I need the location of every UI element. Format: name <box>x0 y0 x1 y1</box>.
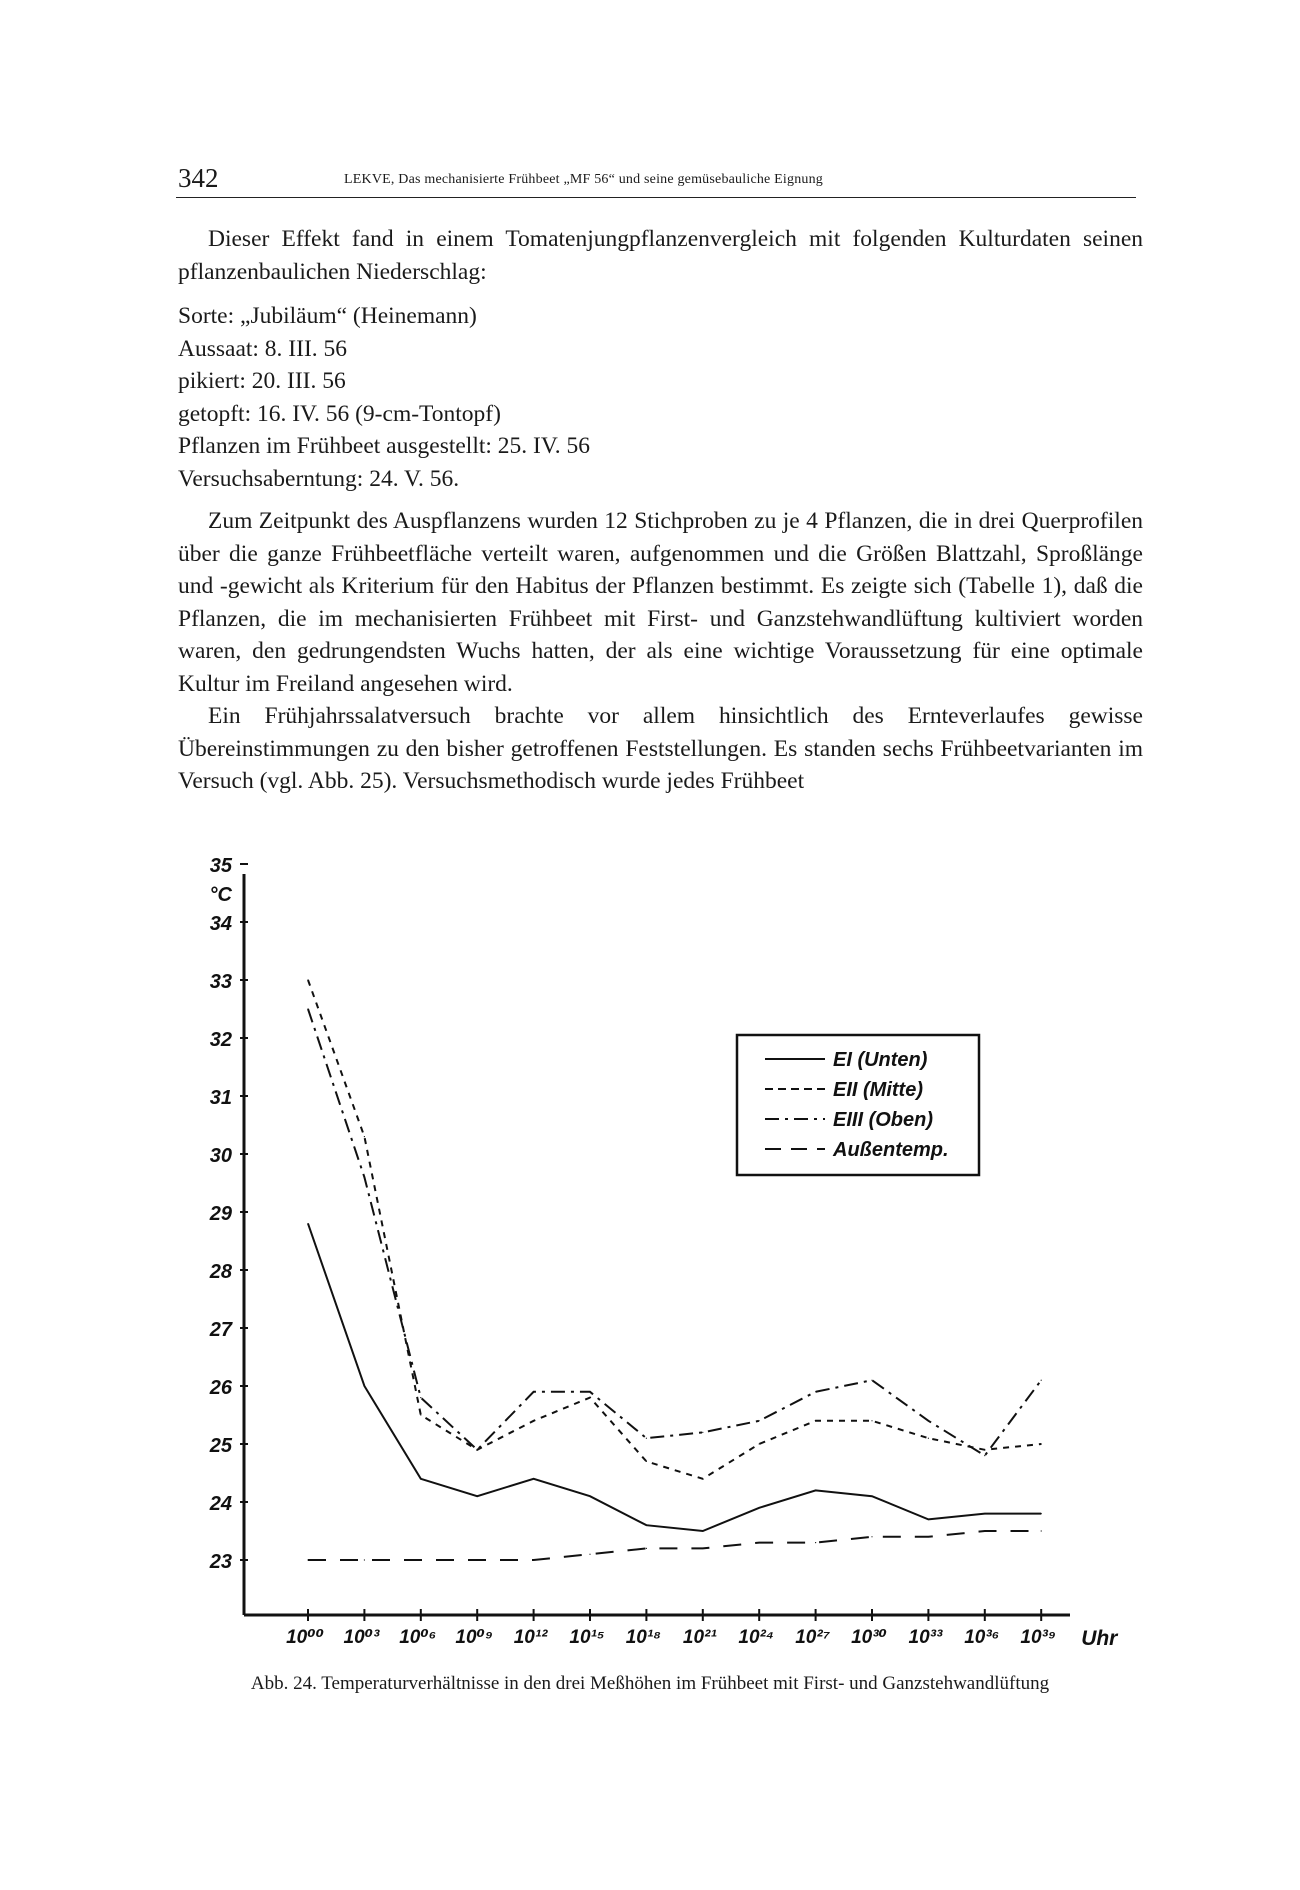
series-0-point-13 <box>1041 1513 1042 1514</box>
series-3-point-10 <box>871 1536 872 1537</box>
series-3-point-8 <box>759 1542 760 1543</box>
series-2-point-8 <box>759 1420 760 1421</box>
series-line-0 <box>308 1224 1041 1531</box>
data-line-sowing: Aussaat: 8. III. 56 <box>178 335 348 362</box>
y-tick-label-25: 25 <box>209 1435 232 1457</box>
x-tick-label-2: 10⁰⁶ <box>399 1627 437 1648</box>
x-tick-label-7: 10²¹ <box>682 1627 717 1648</box>
series-2-point-3 <box>477 1449 478 1450</box>
series-2-point-2 <box>420 1397 421 1398</box>
series-1-point-8 <box>759 1443 760 1444</box>
x-tick-label-3: 10⁰⁹ <box>455 1627 493 1648</box>
series-line-3 <box>308 1531 1041 1560</box>
series-3-point-12 <box>984 1530 985 1531</box>
series-0-point-5 <box>589 1496 590 1497</box>
legend-label-1: EII (Mitte) <box>833 1079 923 1101</box>
series-1-point-11 <box>928 1438 929 1439</box>
series-2-point-13 <box>1041 1380 1042 1381</box>
series-2-point-11 <box>928 1420 929 1421</box>
series-3-point-3 <box>477 1559 478 1560</box>
y-tick-label-34: 34 <box>209 913 232 935</box>
x-tick-label-0: 10⁰⁰ <box>286 1627 324 1648</box>
page-number: 342 <box>178 163 219 193</box>
body-text <box>178 223 1143 798</box>
series-3-point-5 <box>589 1554 590 1555</box>
series-0-point-6 <box>646 1525 647 1526</box>
running-head: LEKVE, Das mechanisierte Frühbeet „MF 56“ und seine gemüsebauliche Eignung <box>344 172 824 187</box>
figure-caption: Abb. 24. Temperaturverhältnisse in den drei Meßhöhen im Frühbeet mit First- und Ganzstehwandlüftung <box>250 1673 1050 1694</box>
x-tick-label-1: 10⁰³ <box>343 1627 380 1648</box>
series-2-point-7 <box>702 1432 703 1433</box>
x-tick-label-13: 10³⁹ <box>1020 1627 1056 1648</box>
y-tick-label-32: 32 <box>209 1029 232 1051</box>
data-line-pricked: pikiert: 20. III. 56 <box>178 368 346 394</box>
series-1-point-1 <box>364 1136 365 1137</box>
figure-temperature-chart <box>180 845 1160 1655</box>
x-axis-unit-label: Uhr <box>1081 1627 1118 1650</box>
series-3-point-13 <box>1041 1530 1042 1531</box>
x-tick-label-8: 10²⁴ <box>738 1627 774 1648</box>
series-2-point-10 <box>871 1380 872 1381</box>
x-tick-label-10: 10³⁰ <box>851 1627 887 1648</box>
y-tick-label-31: 31 <box>209 1087 232 1109</box>
series-2-point-1 <box>364 1177 365 1178</box>
y-axis-unit-label: °C <box>209 884 232 906</box>
series-0-point-10 <box>871 1496 872 1497</box>
series-3-point-4 <box>533 1559 534 1560</box>
series-2-point-5 <box>589 1391 590 1392</box>
series-0-point-7 <box>702 1530 703 1531</box>
paragraph-3: Ein Frühjahrssalatversuch brachte vor allem hinsichtlich des Ernteverlaufes gewisse Übereinstimmungen zu den bisher getroffenen Feststellungen. Es standen sechs Frühbeetvarianten im Versuch (vgl. Abb. 25). Versuchsmethodisch wurde jedes Frühbeet <box>178 703 1143 794</box>
series-2-point-6 <box>646 1438 647 1439</box>
y-tick-label-28: 28 <box>209 1261 232 1283</box>
y-tick-label-35: 35 <box>209 855 232 877</box>
series-3-point-6 <box>646 1548 647 1549</box>
series-0-point-11 <box>928 1519 929 1520</box>
x-tick-label-12: 10³⁶ <box>964 1627 1000 1648</box>
paragraph-2: Zum Zeitpunkt des Auspflanzens wurden 12 Stichproben zu je 4 Pflanzen, die in drei Querprofilen über die ganze Frühbeetfläche verteilt waren, aufgenommen und die Größen Blattzahl, Sproßlänge und -gewicht als Kriterium für den Habitus der Pflanzen bestimmt. Es zeigte sich (Tabelle 1), daß die Pflanzen, die im mechanisierten Frühbeet mit First- und Ganzstehwandlüftung kultiviert worden waren, den gedrungendsten Wuchs hatten, der als eine wichtige Voraussetzung für eine optimale Kultur im Freiland angesehen wird. <box>178 508 1143 697</box>
series-0-point-9 <box>815 1490 816 1491</box>
series-0-point-8 <box>759 1507 760 1508</box>
series-3-point-1 <box>364 1559 365 1560</box>
series-0-point-4 <box>533 1478 534 1479</box>
culture-data-list <box>178 300 1143 495</box>
header-rule <box>176 197 1136 198</box>
series-2-point-9 <box>815 1391 816 1392</box>
series-1-point-0 <box>307 979 308 980</box>
series-2-point-12 <box>984 1455 985 1456</box>
data-line-variety: Sorte: „Jubiläum“ (Heinemann) <box>178 303 477 329</box>
series-1-point-6 <box>646 1461 647 1462</box>
line-chart <box>180 845 1160 1655</box>
data-line-placed: Pflanzen im Frühbeet ausgestellt: 25. IV. 56 <box>178 433 591 459</box>
series-1-point-4 <box>533 1420 534 1421</box>
series-1-point-7 <box>702 1478 703 1479</box>
paragraph-1: Dieser Effekt fand in einem Tomatenjungpflanzenvergleich mit folgenden Kulturdaten seinen pflanzenbaulichen Niederschlag: <box>178 226 1143 285</box>
series-0-point-12 <box>984 1513 985 1514</box>
series-1-point-9 <box>815 1420 816 1421</box>
series-2-point-0 <box>307 1008 308 1009</box>
series-1-point-12 <box>984 1449 985 1450</box>
x-tick-label-5: 10¹⁵ <box>569 1627 605 1648</box>
legend-label-3: Außentemp. <box>833 1139 949 1161</box>
series-1-point-5 <box>589 1397 590 1398</box>
series-1-point-13 <box>1041 1443 1042 1444</box>
legend-label-2: EIII (Oben) <box>833 1109 933 1131</box>
series-0-point-0 <box>307 1223 308 1224</box>
x-tick-label-6: 10¹⁸ <box>625 1627 662 1648</box>
series-0-point-1 <box>364 1385 365 1386</box>
y-tick-label-26: 26 <box>209 1377 232 1399</box>
series-3-point-2 <box>420 1559 421 1560</box>
x-tick-label-9: 10²⁷ <box>795 1627 830 1648</box>
series-2-point-4 <box>533 1391 534 1392</box>
y-tick-label-30: 30 <box>209 1145 232 1167</box>
series-0-point-3 <box>477 1496 478 1497</box>
y-tick-label-33: 33 <box>209 971 232 993</box>
series-3-point-9 <box>815 1542 816 1543</box>
series-3-point-0 <box>307 1559 308 1560</box>
y-tick-label-24: 24 <box>209 1493 232 1515</box>
x-tick-label-11: 10³³ <box>908 1627 943 1648</box>
series-3-point-11 <box>928 1536 929 1537</box>
series-3-point-7 <box>702 1548 703 1549</box>
legend-label-0: EI (Unten) <box>833 1049 928 1071</box>
y-tick-label-27: 27 <box>209 1319 232 1341</box>
y-tick-label-29: 29 <box>209 1203 232 1225</box>
series-0-point-2 <box>420 1478 421 1479</box>
data-line-potted: getopft: 16. IV. 56 (9-cm-Tontopf) <box>178 400 501 427</box>
series-1-point-10 <box>871 1420 872 1421</box>
series-1-point-2 <box>420 1414 421 1415</box>
x-tick-label-4: 10¹² <box>513 1627 548 1648</box>
y-tick-label-23: 23 <box>209 1551 232 1573</box>
data-line-harvest: Versuchsaberntung: 24. V. 56. <box>178 465 460 492</box>
